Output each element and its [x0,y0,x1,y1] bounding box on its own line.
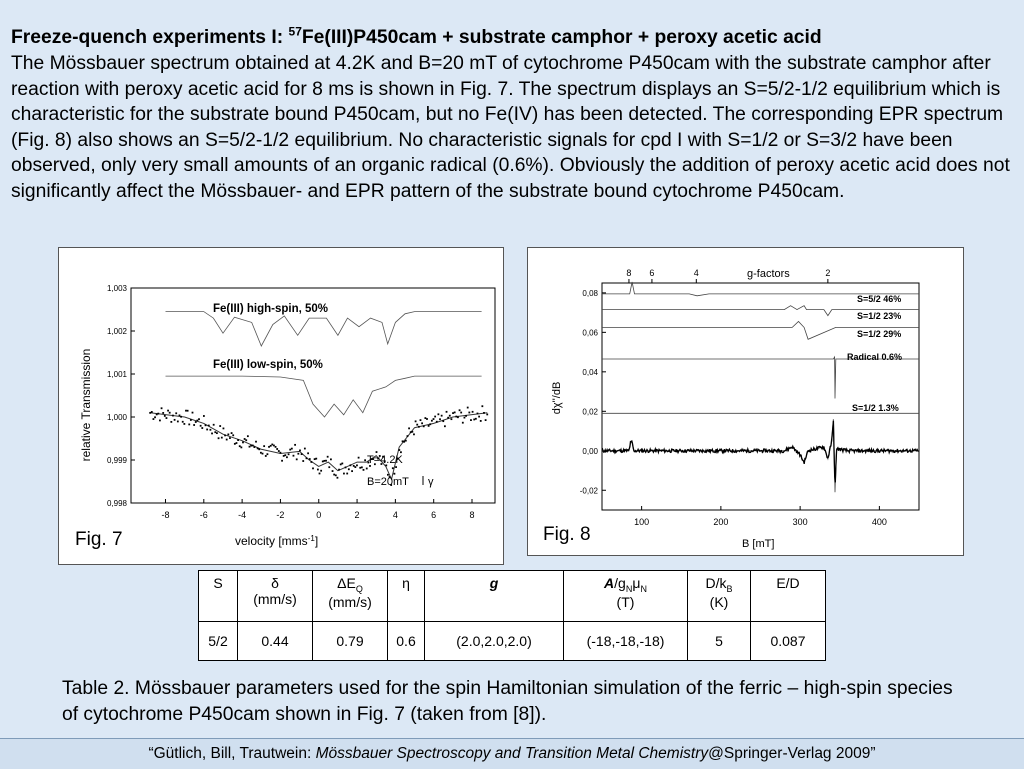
cell-g-tensor: (2.0,2.0,2.0) [425,622,564,661]
y-tick-label: 0,998 [106,499,127,508]
data-point [232,434,234,436]
data-point [433,418,435,420]
data-point [455,416,457,418]
data-point [164,415,166,417]
header-asymmetry: η [388,571,425,622]
data-point [464,417,466,419]
data-point [177,421,179,423]
data-point [431,420,433,422]
y-tick-label: 1,002 [106,327,127,336]
x-tick-label: 0 [316,510,322,520]
data-point [363,469,365,471]
data-point [182,421,184,423]
data-point [281,460,283,462]
data-point [229,437,231,439]
data-point [343,473,345,475]
data-point [258,448,260,450]
figure-8-panel [527,247,964,556]
data-point [231,432,233,434]
field-label: B=20mT [367,476,409,488]
data-point [224,434,226,436]
data-point [337,477,339,479]
data-point [322,461,324,463]
section-heading: Freeze-quench experiments I: $^{57}$Fe(III)P450cam + substrate camphor + peroxy acetic acid [11,25,822,49]
y-tick-label: 1,000 [106,413,127,422]
header-g-tensor: g [425,571,564,622]
data-point [400,451,402,453]
data-point [179,415,181,417]
data-point [247,435,249,437]
component-label: Radical 0.6% [847,352,903,362]
data-point [170,421,172,423]
data-point [267,453,269,455]
data-point [454,412,456,414]
data-point [306,457,308,459]
cell-asymmetry: 0.6 [388,622,425,661]
data-point [323,460,325,462]
data-point [475,418,477,420]
cell-rhombicity: 0.087 [751,622,826,661]
data-point [468,412,470,414]
data-point [421,422,423,424]
component-label: S=5/2 46% [857,294,902,304]
data-point [167,410,169,412]
data-point [242,441,244,443]
g-factor-label: 6 [649,268,655,278]
data-point [234,443,236,445]
header-isomer-shift: δ (mm/s) [238,571,313,622]
data-point [206,429,208,431]
data-point [309,458,311,460]
data-point [420,419,422,421]
data-point [299,450,301,452]
data-point [166,417,168,419]
footer-citation: “Gütlich, Bill, Trautwein: Mössbauer Spectroscopy and Transition Metal Chemistry@Springer-Verlag 2009” [0,738,1024,769]
data-point [452,412,454,414]
data-point [275,446,277,448]
data-point [193,424,195,426]
data-point [200,425,202,427]
data-point [480,420,482,422]
data-point [434,416,436,418]
data-point [270,445,272,447]
data-point [410,431,412,433]
low-spin-curve [166,376,482,417]
component-trace [602,357,919,399]
data-point [278,450,280,452]
data-point [188,424,190,426]
cell-quadrupole-splitting: 0.79 [313,622,388,661]
data-point [338,469,340,471]
header-hyperfine: $A/g_N\mu_N$ (T) [564,571,688,622]
data-point [218,437,220,439]
data-point [457,416,459,418]
data-point [405,440,407,442]
y-tick-label: 0,06 [582,328,598,338]
data-point [423,425,425,427]
g-factor-label: 2 [825,268,831,278]
header-quadrupole-splitting: $\Delta E_Q$ (mm/s) [313,571,388,622]
y-tick-label: 1,001 [106,370,127,379]
data-point [151,411,153,413]
data-point [467,407,469,409]
figure-8-label: Fig. 8 [543,524,591,545]
data-point [211,433,213,435]
data-point [436,421,438,423]
y-tick-label: 0,02 [582,407,598,417]
data-point [149,412,151,414]
data-point [451,418,453,420]
mossbauer-chart [59,248,503,564]
data-point [205,424,207,426]
data-point [154,416,156,418]
data-point [407,435,409,437]
data-point [478,416,480,418]
data-point [208,425,210,427]
data-point [392,467,394,469]
data-point [447,417,449,419]
x-tick-label: 100 [634,517,650,527]
data-point [175,412,177,414]
header-zero-field-splitting: $D/k_B$ (K) [688,571,751,622]
data-point [263,445,265,447]
y-axis-title: relative Transmission [79,348,93,462]
table-header-row [199,571,826,622]
data-point [317,469,319,471]
data-point [413,433,415,435]
data-point [441,415,443,417]
epr-chart [528,248,963,555]
data-point [239,445,241,447]
data-point [428,425,430,427]
data-point [462,422,464,424]
y-tick-label: -0,02 [579,486,598,496]
data-point [245,439,247,441]
intro-text [11,20,1017,205]
y-axis-title: dχ''/dB [551,381,563,415]
table-caption: Table 2. Mössbauer parameters used for the spin Hamiltonian simulation of the ferric – high-spin species of cytochrome P450cam shown in Fig. 7 (taken from [8]). [62,678,953,725]
x-tick-label: 4 [392,510,398,520]
data-point [418,426,420,428]
data-point [161,407,163,409]
data-point [361,466,363,468]
data-point [429,423,431,425]
data-point [223,428,225,430]
data-point [302,460,304,462]
x-tick-label: -6 [199,510,208,520]
data-point [157,413,159,415]
data-point [283,455,285,457]
data-point [304,448,306,450]
data-point [366,468,368,470]
data-point [271,444,273,446]
data-point [416,424,418,426]
data-point [291,448,293,450]
data-point [226,439,228,441]
data-point [350,464,352,466]
data-point [325,460,327,462]
g-factors-title: g-factors [747,268,790,280]
data-point [216,432,218,434]
data-point [315,458,317,460]
data-point [174,419,176,421]
data-point [162,412,164,414]
data-point [486,414,488,416]
plot-frame [131,288,495,503]
data-point [353,465,355,467]
data-point [280,452,282,454]
y-tick-label: 0,04 [582,367,598,377]
data-point [483,412,485,414]
data-point [198,418,200,420]
x-tick-label: -8 [161,510,170,520]
data-point [395,466,397,468]
data-point [237,439,239,441]
cell-isomer-shift: 0.44 [238,622,313,661]
x-tick-label: 400 [871,517,887,527]
data-point [236,442,238,444]
data-point [201,427,203,429]
data-point [473,419,475,421]
data-point [252,445,254,447]
data-point [444,425,446,427]
data-point [411,431,413,433]
data-point [255,441,257,443]
data-point [286,456,288,458]
data-point [364,459,366,461]
g-factor-label: 8 [626,268,632,278]
data-point [260,452,262,454]
data-point [481,405,483,407]
data-point [341,463,343,465]
data-point [402,440,404,442]
header-rhombicity: E/D [751,571,826,622]
x-tick-label: 300 [792,517,808,527]
g-factor-label: 4 [693,268,699,278]
data-point [192,412,194,414]
data-point [257,447,259,449]
data-point [340,463,342,465]
data-point [195,421,197,423]
component-label: S=1/2 29% [857,329,902,339]
data-point [183,423,185,425]
x-tick-label: 8 [469,510,475,520]
curve-label-high-spin: Fe(III) high-spin, 50% [213,303,329,315]
parameter-table [198,570,826,661]
curve-label-low-spin: Fe(III) low-spin, 50% [213,359,323,371]
component-label: S=1/2 23% [857,311,902,321]
x-tick-label: -4 [238,510,247,520]
data-point [284,454,286,456]
data-point [190,419,192,421]
data-point [249,446,251,448]
x-tick-label: 6 [431,510,437,520]
data-point [358,457,360,459]
data-point [159,420,161,422]
data-point [219,425,221,427]
data-point [449,415,451,417]
cell-spin: 5/2 [199,622,238,661]
data-point [185,410,187,412]
data-point [276,448,278,450]
cell-hyperfine: (-18,-18,-18) [564,622,688,661]
measured-spectrum [602,421,918,483]
data-point [319,473,321,475]
data-point [307,452,309,454]
data-point [301,453,303,455]
data-point [262,453,264,455]
x-tick-label: -2 [276,510,285,520]
simulation-trace [602,419,919,492]
data-point [359,467,361,469]
data-point [320,470,322,472]
data-point [439,418,441,420]
data-point [333,474,335,476]
data-point [348,468,350,470]
data-point [437,413,439,415]
data-point [294,444,296,446]
cell-zero-field-splitting: 5 [688,622,751,661]
data-point [485,419,487,421]
data-point [180,416,182,418]
x-axis-title: velocity [mms$^{-1}$] [235,534,319,548]
y-tick-label: 0,00 [582,446,598,456]
data-point [288,453,290,455]
data-point [156,413,158,415]
y-tick-label: 0,08 [582,288,598,298]
data-point [240,446,242,448]
data-point [227,434,229,436]
data-point [196,420,198,422]
intro-paragraph: The Mössbauer spectrum obtained at 4.2K and B=20 mT of cytochrome P450cam with the substrate camphor after reaction with peroxy acetic acid for 8 ms is shown in Fig. 7. The spectrum displays an S=5/2-1/2 equilibrium which is characteristic for the substrate bound P450cam, but no Fe(IV) has been detected. The corresponding EPR spectrum (Fig. 8) also shows an S=5/2-1/2 equilibrium. No characteristic signals for cpd I with S=1/2 or S=3/2 have been observed, only very small amounts of an organic radical (0.6%). Obviously the addition of peroxy acetic acid does not significantly affect the Mössbauer- and EPR pattern of the substrate bound cytochrome P450cam. [11,53,1010,202]
data-point [328,466,330,468]
data-point [330,458,332,460]
figure-7-panel [58,247,504,565]
data-point [351,470,353,472]
data-point [459,409,461,411]
data-point [424,417,426,419]
high-spin-curve [166,312,482,346]
data-point [394,473,396,475]
x-tick-label: 2 [354,510,360,520]
x-axis-title: B [mT] [742,538,775,550]
y-tick-label: 1,003 [106,284,127,293]
data-point [346,473,348,475]
data-point [268,446,270,448]
data-point [203,415,205,417]
data-point [477,413,479,415]
data-point [446,411,448,413]
component-label: S=1/2 1.3% [852,403,899,413]
data-point [273,445,275,447]
data-point [187,410,189,412]
data-point [470,419,472,421]
data-point [153,418,155,420]
data-point [426,418,428,420]
data-point [289,449,291,451]
gamma-symbol: γ [428,476,434,488]
data-point [332,470,334,472]
data-point [213,424,215,426]
data-point [415,420,417,422]
data-point [408,427,410,429]
temperature-label: T=4.2K [367,454,403,466]
data-point [442,420,444,422]
data-point [312,467,314,469]
data-point [314,458,316,460]
data-point [221,437,223,439]
data-point [327,456,329,458]
data-point [293,455,295,457]
data-point [265,455,267,457]
table-row [199,622,826,661]
y-tick-label: 0,999 [106,456,127,465]
data-point [403,441,405,443]
data-point [253,446,255,448]
data-point [335,474,337,476]
data-point [169,412,171,414]
data-point [356,464,358,466]
data-point [345,467,347,469]
data-point [244,438,246,440]
data-point [297,453,299,455]
data-point [172,415,174,417]
data-point [376,451,378,453]
data-point [460,412,462,414]
data-point [398,449,400,451]
data-point [214,431,216,433]
data-point [250,445,252,447]
data-point [296,458,298,460]
data-point [472,411,474,413]
x-tick-label: 200 [713,517,729,527]
data-point [210,429,212,431]
data-point [310,461,312,463]
header-spin: S [199,571,238,622]
data-point [465,415,467,417]
figure-7-label: Fig. 7 [75,529,123,550]
data-point [354,466,356,468]
